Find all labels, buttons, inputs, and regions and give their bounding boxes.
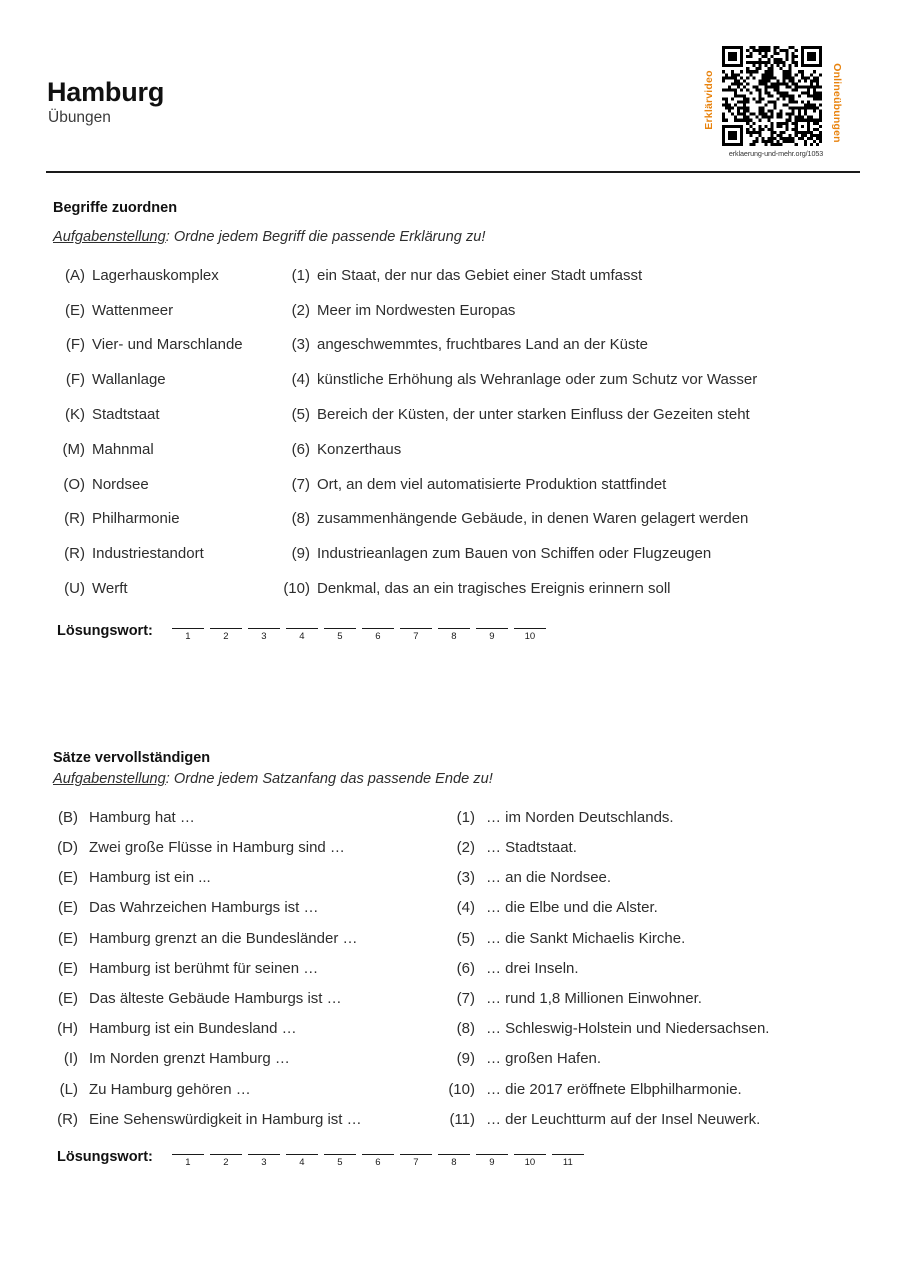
solution-slot[interactable]: [210, 615, 242, 644]
exercise-row: [0, 510, 906, 545]
item-marker: (E): [58, 869, 78, 887]
item-marker: (7): [456, 990, 475, 1008]
exercise-term[interactable]: [48, 930, 358, 947]
item-marker: (R): [57, 1110, 78, 1128]
solution-slot-number: 2: [223, 630, 229, 642]
solution-slot-line: [400, 615, 432, 629]
item-marker: (10): [283, 580, 310, 598]
section-2-instruction-key: Aufgabenstellung: [53, 771, 166, 788]
exercise-term[interactable]: [55, 545, 204, 562]
exercise-definition[interactable]: [276, 267, 642, 284]
item-text: … Schleswig-Holstein und Niedersachsen.: [486, 1020, 770, 1038]
solution-slot[interactable]: [476, 615, 508, 644]
exercise-row: [0, 990, 906, 1020]
exercise-term[interactable]: [48, 960, 318, 977]
item-text: angeschwemmtes, fruchtbares Land an der Küste: [317, 336, 649, 354]
item-marker: (9): [456, 1050, 475, 1068]
exercise-definition[interactable]: [437, 869, 611, 886]
item-marker: (R): [64, 510, 85, 528]
item-text: … großen Hafen.: [486, 1050, 602, 1068]
item-marker: (9): [291, 545, 310, 563]
exercise-row: [0, 545, 906, 580]
solution-slot[interactable]: [324, 1141, 356, 1170]
section-2-instruction-text: : Ordne jedem Satzanfang das passende Ende zu!: [165, 771, 493, 788]
qr-label-onlineuebungen: Onlineübungen: [831, 63, 843, 143]
exercise-section-saetze-vervollstaendigen: [0, 750, 906, 1170]
exercise-term[interactable]: [48, 1081, 251, 1098]
exercise-definition[interactable]: [276, 580, 671, 597]
item-text: Denkmal, das an ein tragisches Ereignis erinnern soll: [317, 580, 671, 598]
item-text: Hamburg grenzt an die Bundesländer …: [89, 929, 358, 947]
item-text: Das Wahrzeichen Hamburgs ist …: [89, 899, 319, 917]
solution-slot-number: 4: [299, 630, 305, 642]
solution-slot-number: 9: [489, 1156, 495, 1168]
exercise-term[interactable]: [55, 580, 128, 597]
exercise-row: [0, 441, 906, 476]
item-marker: (D): [57, 839, 78, 857]
section-2-heading: Sätze vervollständigen: [53, 750, 211, 766]
item-text: Stadtstaat: [92, 406, 160, 424]
exercise-definition[interactable]: [276, 476, 666, 493]
exercise-term[interactable]: [48, 1020, 297, 1037]
exercise-definition[interactable]: [437, 1111, 760, 1128]
exercise-term[interactable]: [55, 336, 243, 353]
exercise-row: [0, 1050, 906, 1080]
item-text: Wattenmeer: [92, 301, 174, 319]
exercise-term[interactable]: [48, 899, 319, 916]
solution-slot-number: 7: [413, 630, 419, 642]
section-1-heading: Begriffe zuordnen: [53, 200, 178, 216]
item-text: Bereich der Küsten, der unter starken Einfluss der Gezeiten steht: [317, 406, 750, 424]
solution-slot[interactable]: [438, 615, 470, 644]
exercise-row: [0, 839, 906, 869]
exercise-definition[interactable]: [276, 336, 648, 353]
item-text: Meer im Nordwesten Europas: [317, 301, 516, 319]
solution-slot-number: 11: [562, 1156, 573, 1168]
qr-label-erklaervideo: Erklärvideo: [703, 70, 715, 130]
item-text: Eine Sehenswürdigkeit in Hamburg ist …: [89, 1110, 362, 1128]
exercise-term[interactable]: [55, 406, 160, 423]
item-marker: (6): [291, 440, 310, 458]
item-marker: (11): [449, 1110, 475, 1128]
item-text: Industrieanlagen zum Bauen von Schiffen oder Flugzeugen: [317, 545, 712, 563]
item-marker: (6): [456, 959, 475, 977]
exercise-row: [0, 302, 906, 337]
item-marker: (3): [456, 869, 475, 887]
solution-slot-number: 5: [337, 630, 343, 642]
item-marker: (7): [291, 475, 310, 493]
solution-word-row-2: [57, 1141, 906, 1170]
exercise-definition[interactable]: [276, 302, 515, 319]
matching-exercise-1: [0, 267, 906, 615]
item-text: Mahnmal: [92, 440, 154, 458]
item-marker: (U): [64, 580, 85, 598]
solution-slot[interactable]: [400, 615, 432, 644]
solution-slot-line: [324, 1141, 356, 1155]
exercise-term[interactable]: [55, 267, 219, 284]
qr-code-icon[interactable]: [722, 46, 822, 146]
item-marker: (E): [65, 301, 85, 319]
solution-slot-number: 5: [337, 1156, 343, 1168]
solution-slot-line: [286, 1141, 318, 1155]
exercise-definition[interactable]: [437, 1081, 742, 1098]
solution-slot[interactable]: [514, 1141, 546, 1170]
solution-slot[interactable]: [248, 1141, 280, 1170]
item-marker: (E): [58, 929, 78, 947]
solution-slot-number: 6: [375, 630, 381, 642]
solution-slot[interactable]: [400, 1141, 432, 1170]
solution-slot-number: 2: [223, 1156, 229, 1168]
item-text: Im Norden grenzt Hamburg …: [89, 1050, 290, 1068]
solution-slot-number: 10: [524, 1156, 536, 1168]
solution-slot[interactable]: [324, 615, 356, 644]
solution-slot-number: 6: [375, 1156, 381, 1168]
item-text: … im Norden Deutschlands.: [486, 808, 674, 826]
exercise-row: [0, 267, 906, 302]
section-1-instruction: [53, 229, 906, 247]
solution-slot-number: 8: [451, 630, 457, 642]
solution-slot-line: [210, 615, 242, 629]
solution-slot[interactable]: [438, 1141, 470, 1170]
item-marker: (F): [65, 336, 85, 354]
solution-slot[interactable]: [514, 615, 546, 644]
item-marker: (8): [456, 1020, 475, 1038]
item-text: Wallanlage: [92, 371, 166, 389]
solution-slot-line: [172, 1141, 204, 1155]
item-text: … die 2017 eröffnete Elbphilharmonie.: [486, 1080, 742, 1098]
exercise-section-begriffe-zuordnen: [0, 200, 906, 644]
item-marker: (2): [456, 839, 475, 857]
item-text: Zu Hamburg gehören …: [89, 1080, 251, 1098]
solution-slot-line: [210, 1141, 242, 1155]
item-marker: (2): [291, 301, 310, 319]
exercise-term[interactable]: [55, 476, 149, 493]
exercise-definition[interactable]: [437, 990, 702, 1007]
exercise-term[interactable]: [55, 441, 154, 458]
item-text: Philharmonie: [92, 510, 180, 528]
solution-slot-line: [514, 615, 546, 629]
exercise-definition[interactable]: [437, 1020, 769, 1037]
item-text: Konzerthaus: [317, 440, 402, 458]
exercise-term[interactable]: [55, 510, 180, 527]
qr-url-text: erklaerung-und-mehr.org/1053: [728, 149, 824, 158]
exercise-row: [0, 336, 906, 371]
exercise-term[interactable]: [48, 1050, 290, 1067]
item-marker: (K): [65, 406, 85, 424]
item-text: Lagerhauskomplex: [92, 266, 219, 284]
section-2-instruction: [53, 771, 906, 789]
solution-slot-line: [172, 615, 204, 629]
exercise-definition[interactable]: [276, 441, 401, 458]
solution-slot-number: 3: [261, 630, 267, 642]
item-text: Das älteste Gebäude Hamburgs ist …: [89, 990, 342, 1008]
exercise-definition[interactable]: [437, 809, 674, 826]
solution-slot-number: 8: [451, 1156, 457, 1168]
item-marker: (F): [65, 371, 85, 389]
exercise-row: [0, 869, 906, 899]
section-1-instruction-text: : Ordne jedem Begriff die passende Erklärung zu!: [165, 229, 486, 246]
exercise-row: [0, 960, 906, 990]
exercise-row: [0, 580, 906, 615]
item-marker: (H): [57, 1020, 78, 1038]
solution-slot-number: 3: [261, 1156, 267, 1168]
solution-label-2: Lösungswort:: [57, 1148, 153, 1165]
exercise-term[interactable]: [48, 869, 211, 886]
exercise-definition[interactable]: [437, 839, 577, 856]
solution-label-1: Lösungswort:: [57, 622, 153, 639]
item-marker: (I): [63, 1050, 78, 1068]
exercise-definition[interactable]: [437, 960, 579, 977]
item-text: Nordsee: [92, 475, 149, 493]
item-text: künstliche Erhöhung als Wehranlage oder zum Schutz vor Wasser: [317, 371, 758, 389]
item-marker: (5): [456, 929, 475, 947]
exercise-row: [0, 406, 906, 441]
solution-slot[interactable]: [476, 1141, 508, 1170]
item-text: … Stadtstaat.: [486, 839, 577, 857]
solution-slot-number: 1: [185, 630, 191, 642]
page-header: [0, 0, 906, 180]
item-marker: (R): [64, 545, 85, 563]
item-text: Zwei große Flüsse in Hamburg sind …: [89, 839, 345, 857]
exercise-term[interactable]: [55, 371, 166, 388]
item-marker: (E): [58, 990, 78, 1008]
solution-slots-1: [172, 615, 552, 644]
exercise-definition[interactable]: [437, 1050, 601, 1067]
solution-slot-line: [248, 615, 280, 629]
item-marker: (L): [59, 1080, 78, 1098]
exercise-row: [0, 930, 906, 960]
exercise-definition[interactable]: [276, 371, 757, 388]
title-block: [47, 78, 164, 126]
solution-slot-line: [438, 615, 470, 629]
solution-slot[interactable]: [248, 615, 280, 644]
item-text: Hamburg hat …: [89, 808, 195, 826]
solution-slot[interactable]: [552, 1141, 584, 1170]
solution-slot-number: 9: [489, 630, 495, 642]
solution-slot[interactable]: [286, 1141, 318, 1170]
exercise-definition[interactable]: [276, 510, 748, 527]
item-text: Hamburg ist ein ...: [89, 869, 211, 887]
item-text: … die Elbe und die Alster.: [486, 899, 658, 917]
exercise-row: [0, 1111, 906, 1141]
page-subtitle: Übungen: [48, 109, 111, 127]
solution-slots-2: [172, 1141, 590, 1170]
item-text: Hamburg ist berühmt für seinen …: [89, 959, 319, 977]
item-text: … an die Nordsee.: [486, 869, 612, 887]
item-marker: (10): [448, 1080, 475, 1098]
item-marker: (4): [456, 899, 475, 917]
solution-slot[interactable]: [286, 615, 318, 644]
item-marker: (E): [58, 899, 78, 917]
solution-slot[interactable]: [362, 1141, 394, 1170]
matching-exercise-2: [0, 809, 906, 1141]
item-marker: (A): [65, 266, 85, 284]
item-marker: (M): [62, 440, 85, 458]
solution-slot-line: [476, 615, 508, 629]
solution-slot[interactable]: [172, 1141, 204, 1170]
item-text: ein Staat, der nur das Gebiet einer Stadt umfasst: [317, 266, 643, 284]
exercise-row: [0, 809, 906, 839]
page-title: Hamburg: [47, 77, 165, 107]
exercise-row: [0, 476, 906, 511]
solution-slot-line: [552, 1141, 584, 1155]
solution-slot-line: [362, 1141, 394, 1155]
solution-slot-line: [286, 615, 318, 629]
solution-slot[interactable]: [210, 1141, 242, 1170]
item-text: … drei Inseln.: [486, 959, 579, 977]
exercise-row: [0, 371, 906, 406]
exercise-definition[interactable]: [437, 899, 658, 916]
item-marker: (1): [291, 266, 310, 284]
item-marker: (3): [291, 336, 310, 354]
item-text: … der Leuchtturm auf der Insel Neuwerk.: [486, 1110, 761, 1128]
solution-slot-line: [400, 1141, 432, 1155]
exercise-definition[interactable]: [437, 930, 685, 947]
exercise-row: [0, 1020, 906, 1050]
item-marker: (8): [291, 510, 310, 528]
item-marker: (O): [63, 475, 85, 493]
item-marker: (4): [291, 371, 310, 389]
solution-slot-number: 10: [524, 630, 536, 642]
solution-slot[interactable]: [362, 615, 394, 644]
exercise-definition[interactable]: [276, 545, 711, 562]
header-divider: [46, 171, 860, 173]
solution-slot-line: [438, 1141, 470, 1155]
solution-slot[interactable]: [172, 615, 204, 644]
solution-slot-line: [248, 1141, 280, 1155]
exercise-term[interactable]: [55, 302, 173, 319]
section-1-instruction-key: Aufgabenstellung: [53, 229, 166, 246]
item-text: Industriestandort: [92, 545, 204, 563]
exercise-row: [0, 899, 906, 929]
exercise-term[interactable]: [48, 990, 342, 1007]
item-text: Ort, an dem viel automatisierte Produktion stattfindet: [317, 475, 667, 493]
item-marker: (1): [456, 808, 475, 826]
solution-slot-number: 7: [413, 1156, 419, 1168]
exercise-term[interactable]: [48, 1111, 362, 1128]
solution-slot-line: [514, 1141, 546, 1155]
item-text: Werft: [92, 580, 128, 598]
exercise-term[interactable]: [48, 809, 195, 826]
item-text: Vier- und Marschlande: [92, 336, 243, 354]
item-text: … die Sankt Michaelis Kirche.: [486, 929, 686, 947]
item-marker: (E): [58, 959, 78, 977]
solution-slot-line: [362, 615, 394, 629]
exercise-row: [0, 1081, 906, 1111]
item-text: Hamburg ist ein Bundesland …: [89, 1020, 297, 1038]
item-marker: (B): [58, 808, 78, 826]
item-marker: (5): [291, 406, 310, 424]
solution-slot-number: 4: [299, 1156, 305, 1168]
solution-slot-number: 1: [185, 1156, 191, 1168]
item-text: … rund 1,8 Millionen Einwohner.: [486, 990, 702, 1008]
exercise-definition[interactable]: [276, 406, 750, 423]
solution-slot-line: [324, 615, 356, 629]
qr-code-block[interactable]: [695, 42, 860, 168]
solution-slot-line: [476, 1141, 508, 1155]
solution-word-row-1: [57, 615, 906, 644]
exercise-term[interactable]: [48, 839, 345, 856]
item-text: zusammenhängende Gebäude, in denen Waren gelagert werden: [317, 510, 749, 528]
